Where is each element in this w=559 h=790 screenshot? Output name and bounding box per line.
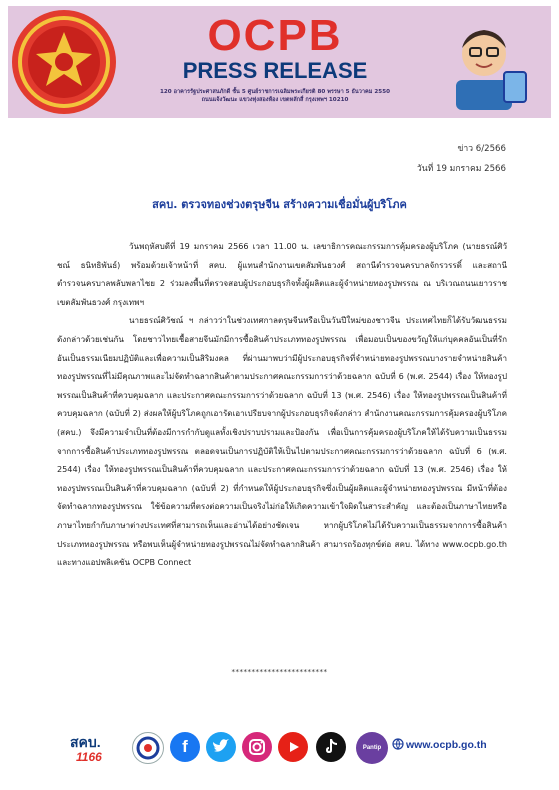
mascot-icon <box>432 10 536 114</box>
paragraph: วันพฤหัสบดีที่ 19 มกราคม 2566 เวลา 11.00 น. เลขาธิการคณะกรรมการคุ้มครองผู้บริโภค (นายธรณ์ศิวัชณ์ ธนิทธิพันธ์) พร้อมด้วยเจ้าหน้าที่ สคบ. ผู้แทนสำนักงานเขตสัมพันธวงศ์ สถานีตำรวจนครบาลจักรวรรดิ์ และสถานีตำรวจนครบาลพลับพลาไชย 2 ร่วมลงพื้นที่ตรวจสอบผู้ประกอบธุรกิจทั้งผู้ผลิตและผู้จำหน่ายทองรูปพรรณ ณ บริเวณถนนเยาวราช เขตสัมพันธวงศ์ กรุงเทพฯ <box>57 241 507 307</box>
hotline-number: 1166 <box>76 750 102 764</box>
news-number: ข่าว 6/2566 <box>457 144 506 154</box>
headline: สคบ. ตรวจทองช่วงตรุษจีน สร้างความเชื่อมั่นผู้บริโภค <box>152 198 407 211</box>
separator: ************************ <box>231 668 328 676</box>
ocpb-seal-icon <box>10 8 118 116</box>
ocpb-connect-icon[interactable] <box>132 732 164 764</box>
hotline-badge[interactable] <box>70 732 130 766</box>
address-line-1: 120 อาคารรัฐประศาสนภักดี ชั้น 5 ศูนย์ราชการเฉลิมพระเกียรติ 80 พรรษา 5 ธันวาคม 2550 <box>160 89 390 95</box>
twitter-icon[interactable] <box>206 732 236 762</box>
article-body <box>57 237 507 572</box>
footer-bar <box>70 728 510 774</box>
tiktok-icon[interactable] <box>316 732 346 762</box>
press-release-title: PRESS RELEASE <box>182 58 368 83</box>
pantip-icon[interactable]: Pantip <box>356 732 388 764</box>
paragraph: นายธรณ์ศิวัชณ์ ฯ กล่าวว่าในช่วงเทศกาลตรุษจีนหรือเป็นวันปีใหม่ของชาวจีน ประเทศไทยก็ได้รับวัฒนธรรมดังกล่าวด้วยเช่นกัน โดยชาวไทยเชื้อสายจีนมักมีการซื้อสินค้าประเภททองรูปพรรณ เพื่อมอบเป็นของขวัญให้แก่บุคคลอันเป็นที่รัก อันเป็นธรรมเนียมปฏิบัติและเพื่อความเป็นสิริมงคล ที่ผ่านมาพบว่ามีผู้ประกอบธุรกิจที่จำหน่ายทองรูปพรรณบางรายจำหน่ายสินค้าทองรูปพรรณที่ไม่มีคุณภาพและไม่จัดทำฉลากสินค้าตามประกาศคณะกรรมการว่าด้วยฉลาก ฉบับที่ 6 (พ.ศ. 2544) เรื่อง ให้ทองรูปพรรณเป็นสินค้าที่ควบคุมฉลาก และประกาศคณะกรรมการว่าด้วยฉลาก ฉบับที่ 13 (พ.ศ. 2546) เรื่อง ให้ทองรูปพรรณเป็นสินค้าที่ควบคุมฉลาก (ฉบับที่ 2) ส่งผลให้ผู้บริโภคถูกเอารัดเอาเปรียบจากผู้ประกอบธุรกิจดังกล่าว สำนักงานคณะกรรมการคุ้มครองผู้บริโภค (สคบ.) จึงมีความจำเป็นที่ต้องมีการกำกับดูแลทั้งเชิงปราบปรามและป้องกัน เพื่อเป็นการคุ้มครองผู้บริโภคให้ได้รับความเป็นธรรมจากการซื้อสินค้าประเภททองรูปพรรณ ตลอดจนเป็นการปฏิบัติให้เป็นไปตามประกาศคณะกรรมการว่าด้วยฉลาก ฉบับที่ 6 (พ.ศ. 2544) เรื่อง ให้ทองรูปพรรณเป็นสินค้าที่ควบคุมฉลาก และประกาศคณะกรรมการว่าด้วยฉลาก ฉบับที่ 13 (พ.ศ. 2546) เรื่อง ให้ทองรูปพรรณเป็นสินค้าที่ควบคุมฉลาก (ฉบับที่ 2) ที่กำหนดให้ผู้ประกอบธุรกิจซึ่งเป็นผู้ผลิตและผู้จำหน่ายทองรูปพรรณ มีหน้าที่ต้องจัดทำฉลากทองรูปพรรณ ใช้ข้อความที่ตรงต่อความเป็นจริงไม่ก่อให้เกิดความเข้าใจผิดในสาระสำคัญ และต้องเป็นภาษาไทยหรือภาษาไทยกำกับภาษาต่างประเทศที่สามารถเห็นและอ่านได้อย่างชัดเจน หากผู้บริโภคไม่ได้รับความเป็นธรรมจากการซื้อสินค้าประเภททองรูปพรรณ หรือพบเห็นผู้จำหน่ายทองรูปพรรณไม่จัดทำฉลากสินค้า สามารถร้องทุกข์ต่อ สคบ. ได้ทาง www.ocpb.go.th และทางแอปพลิเคชัน OCPB Connect <box>57 315 507 568</box>
hotline-label: สคบ. <box>70 734 101 750</box>
youtube-icon[interactable] <box>278 732 308 762</box>
brand-title: OCPB <box>207 11 343 60</box>
website-link[interactable]: www.ocpb.go.th <box>406 739 487 751</box>
website-icon <box>392 738 404 750</box>
address-line-2: ถนนแจ้งวัฒนะ แขวงทุ่งสองห้อง เขตหลักสี่ กรุงเทพฯ 10210 <box>201 97 349 103</box>
instagram-icon[interactable] <box>242 732 272 762</box>
header-address <box>120 88 430 104</box>
facebook-icon[interactable]: f <box>170 732 200 762</box>
news-date: วันที่ 19 มกราคม 2566 <box>416 164 506 174</box>
